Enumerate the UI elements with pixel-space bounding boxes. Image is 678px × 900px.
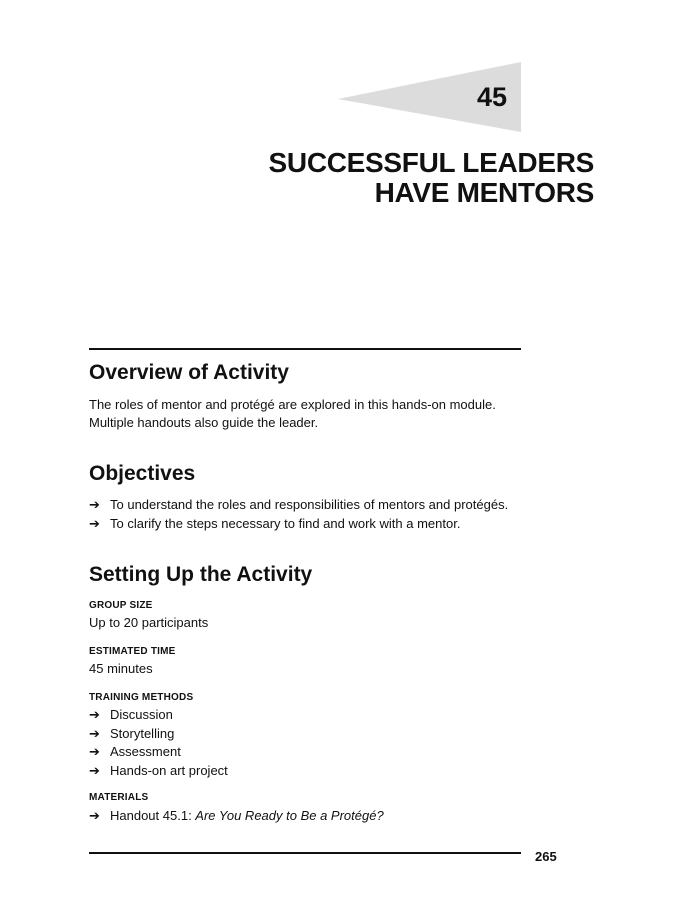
objectives-list [89, 496, 508, 533]
list-item [89, 743, 228, 762]
objective-text: To clarify the steps necessary to find and work with a mentor. [110, 515, 461, 531]
estimated-time-label: ESTIMATED TIME [89, 646, 176, 657]
list-item [89, 807, 384, 826]
training-method: Storytelling [110, 725, 175, 741]
materials-label: MATERIALS [89, 792, 149, 803]
chapter-tab [338, 62, 521, 132]
chapter-number: 45 [476, 82, 507, 112]
arrow-bullet-icon: ➔ [89, 744, 100, 759]
arrow-bullet-icon: ➔ [89, 725, 100, 741]
training-method: Assessment [110, 744, 181, 759]
training-method: Discussion [110, 707, 173, 722]
training-methods-label: TRAINING METHODS [89, 692, 194, 703]
arrow-bullet-icon: ➔ [89, 497, 100, 512]
footer-divider [89, 852, 521, 854]
chapter-title-line-1: SUCCESSFUL LEADERS [268, 147, 594, 178]
training-methods-list [89, 706, 228, 780]
list-item [89, 762, 228, 781]
material-title: Are You Ready to Be a Protégé? [195, 808, 384, 823]
arrow-bullet-icon: ➔ [89, 515, 100, 531]
list-item [89, 515, 508, 534]
overview-heading: Overview of Activity [89, 361, 289, 384]
section-divider [89, 348, 521, 350]
objective-text: To understand the roles and responsibilities of mentors and protégés. [110, 497, 509, 512]
material-prefix: Handout 45.1: [110, 808, 196, 823]
list-item [89, 725, 228, 744]
page-number: 265 [535, 849, 557, 864]
chapter-title [269, 148, 594, 208]
arrow-bullet-icon: ➔ [89, 707, 100, 722]
material-item [110, 807, 384, 826]
training-method: Hands-on art project [110, 762, 228, 778]
list-item [89, 496, 508, 515]
arrow-bullet-icon: ➔ [89, 762, 100, 778]
materials-list [89, 807, 384, 826]
chapter-title-line-2: HAVE MENTORS [374, 177, 594, 208]
list-item [89, 706, 228, 725]
objectives-heading: Objectives [89, 462, 196, 485]
overview-text: The roles of mentor and protégé are explored in this hands-on module. Multiple handouts also guide the leader. [89, 397, 496, 430]
arrow-bullet-icon: ➔ [89, 808, 100, 823]
estimated-time-value: 45 minutes [89, 661, 153, 676]
group-size-value: Up to 20 participants [89, 615, 209, 630]
setup-heading: Setting Up the Activity [89, 563, 313, 586]
group-size-label: GROUP SIZE [89, 600, 153, 611]
